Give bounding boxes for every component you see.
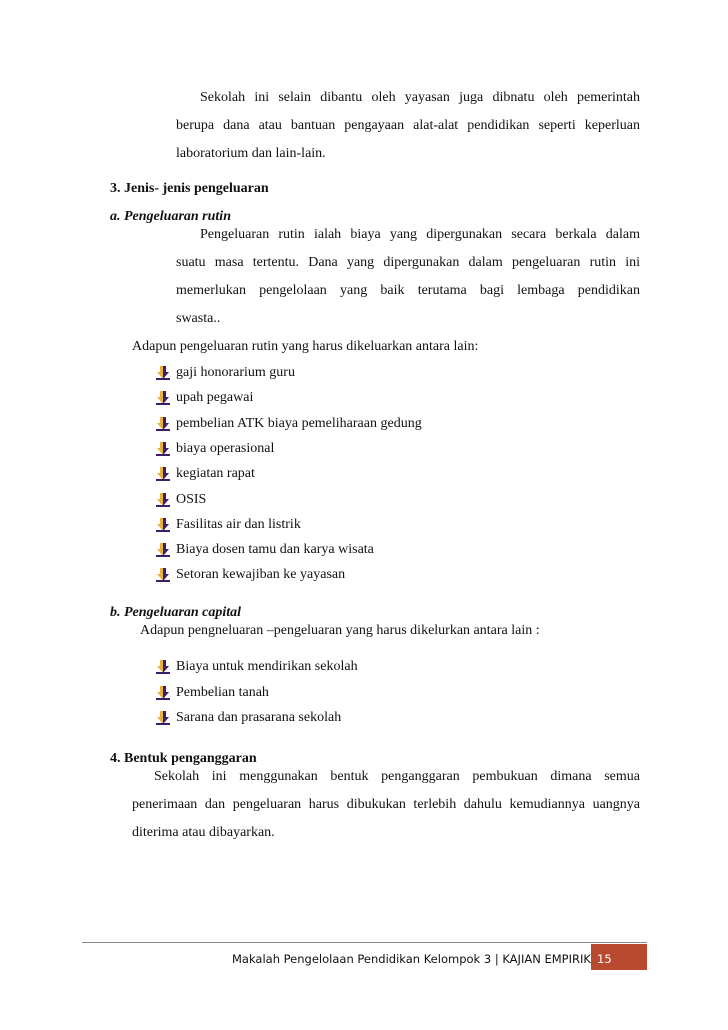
capital-list-intro: Adapun pengneluaran –pengeluaran yang harus dikelurkan antara lain : <box>140 623 540 638</box>
rutin-paragraph-line-1: Pengeluaran rutin ialah biaya yang dipergunakan secara berkala dalam <box>200 227 640 242</box>
intro-line-1: Sekolah ini selain dibantu oleh yayasan juga dibnatu oleh pemerintah <box>200 90 640 105</box>
down-arrow-bullet-icon <box>156 366 170 380</box>
intro-line-2: berupa dana atau bantuan pengayaan alat-alat pendidikan seperti keperluan <box>176 118 640 133</box>
rutin-list-item-2: upah pegawai <box>176 390 254 406</box>
intro-line-3: laboratorium dan lain-lain. <box>176 146 326 161</box>
anggaran-paragraph-line-3: diterima atau dibayarkan. <box>132 825 275 840</box>
rutin-list-item-8: Biaya dosen tamu dan karya wisata <box>176 542 374 558</box>
down-arrow-bullet-icon <box>156 518 170 532</box>
rutin-paragraph-line-2: suatu masa tertentu. Dana yang dipergunakan dalam pengeluaran rutin ini <box>176 255 640 270</box>
rutin-paragraph-line-3: memerlukan pengelolaan yang baik terutama bagi lembaga pendidikan <box>176 283 640 298</box>
rutin-list-item-7: Fasilitas air dan listrik <box>176 516 301 532</box>
section-3a-heading: a. Pengeluaran rutin <box>110 209 231 224</box>
down-arrow-bullet-icon <box>156 442 170 456</box>
down-arrow-bullet-icon <box>156 391 170 405</box>
rutin-list-item-3: pembelian ATK biaya pemeliharaan gedung <box>176 415 422 431</box>
rutin-list-item-9: Setoran kewajiban ke yayasan <box>176 567 346 583</box>
rutin-list-item-6: OSIS <box>176 491 207 507</box>
down-arrow-bullet-icon <box>156 568 170 582</box>
down-arrow-bullet-icon <box>156 660 170 674</box>
capital-list-item-3: Sarana dan prasarana sekolah <box>176 710 342 725</box>
rutin-paragraph-line-4: swasta.. <box>176 311 221 326</box>
capital-list-item-2: Pembelian tanah <box>176 684 269 700</box>
rutin-list-intro: Adapun pengeluaran rutin yang harus dikeluarkan antara lain: <box>132 339 479 354</box>
rutin-list-item-4: biaya operasional <box>176 440 275 456</box>
down-arrow-bullet-icon <box>156 493 170 507</box>
down-arrow-bullet-icon <box>156 467 170 481</box>
capital-list-item-1: Biaya untuk mendirikan sekolah <box>176 659 358 674</box>
anggaran-paragraph-line-1: Sekolah ini menggunakan bentuk penganggaran pembukuan dimana semua <box>154 769 640 784</box>
page-number: 15 <box>597 952 612 966</box>
anggaran-paragraph-line-2: penerimaan dan pengeluaran harus dibukukan terlebih dahulu kemudiannya uangnya <box>132 797 640 812</box>
down-arrow-bullet-icon <box>156 543 170 557</box>
section-4-heading: 4. Bentuk penganggaran <box>110 751 257 766</box>
rutin-list-item-5: kegiatan rapat <box>176 466 255 482</box>
down-arrow-bullet-icon <box>156 417 170 431</box>
rutin-list-item-1: gaji honorarium guru <box>176 365 295 380</box>
down-arrow-bullet-icon <box>156 711 170 725</box>
footer-title: Makalah Pengelolaan Pendidikan Kelompok 3 | KAJIAN EMPIRIK <box>232 952 591 966</box>
section-3b-heading: b. Pengeluaran capital <box>110 605 242 620</box>
footer-divider <box>82 942 647 943</box>
down-arrow-bullet-icon <box>156 686 170 700</box>
section-3-heading: 3. Jenis- jenis pengeluaran <box>110 181 269 196</box>
